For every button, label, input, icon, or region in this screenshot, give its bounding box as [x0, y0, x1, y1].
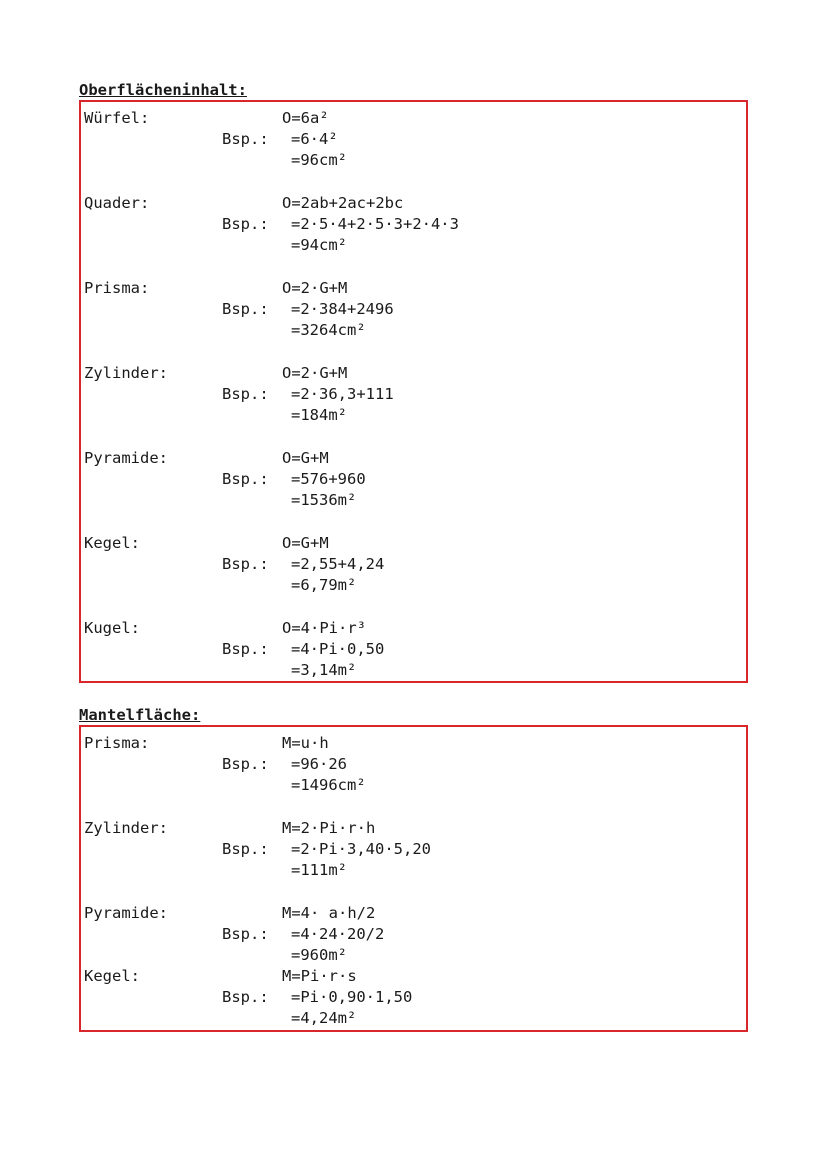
example-calculation: =576+960 [291, 470, 366, 488]
shape-name: Quader: [84, 194, 150, 212]
example-label: Bsp.: [222, 215, 269, 233]
example-calculation: =4·24·20/2 [291, 925, 385, 943]
formula: M=Pi·r·s [282, 967, 357, 985]
section-title-oberflaecheninhalt: Oberflächeninhalt: [79, 81, 247, 99]
shape-name: Pyramide: [84, 904, 168, 922]
shape-name: Zylinder: [84, 364, 168, 382]
example-result: =4,24m² [291, 1009, 357, 1027]
example-label: Bsp.: [222, 555, 269, 573]
example-label: Bsp.: [222, 130, 269, 148]
example-result: =960m² [291, 946, 347, 964]
formula: O=2·G+M [282, 279, 348, 297]
example-result: =3264cm² [291, 321, 366, 339]
example-result: =1536m² [291, 491, 357, 509]
example-calculation: =Pi·0,90·1,50 [291, 988, 413, 1006]
shape-name: Kegel: [84, 534, 140, 552]
shape-name: Pyramide: [84, 449, 168, 467]
example-result: =96cm² [291, 151, 347, 169]
example-calculation: =2,55+4,24 [291, 555, 385, 573]
example-calculation: =6·4² [291, 130, 338, 148]
example-result: =6,79m² [291, 576, 357, 594]
example-label: Bsp.: [222, 988, 269, 1006]
formula: M=4· a·h/2 [282, 904, 376, 922]
formula: O=2ab+2ac+2bc [282, 194, 404, 212]
formula: M=2·Pi·r·h [282, 819, 376, 837]
shape-name: Prisma: [84, 734, 150, 752]
example-result: =111m² [291, 861, 347, 879]
example-calculation: =2·384+2496 [291, 300, 394, 318]
formula: O=G+M [282, 534, 329, 552]
shape-name: Prisma: [84, 279, 150, 297]
example-label: Bsp.: [222, 925, 269, 943]
example-label: Bsp.: [222, 640, 269, 658]
example-result: =94cm² [291, 236, 347, 254]
mantelflaeche-box [79, 725, 748, 1032]
formula: O=G+M [282, 449, 329, 467]
example-label: Bsp.: [222, 840, 269, 858]
formula: O=6a² [282, 109, 329, 127]
oberflaecheninhalt-box [79, 100, 748, 683]
example-calculation: =96·26 [291, 755, 347, 773]
example-calculation: =4·Pi·0,50 [291, 640, 385, 658]
shape-name: Kegel: [84, 967, 140, 985]
shape-name: Kugel: [84, 619, 140, 637]
example-label: Bsp.: [222, 470, 269, 488]
example-result: =184m² [291, 406, 347, 424]
shape-name: Würfel: [84, 109, 150, 127]
example-calculation: =2·36,3+111 [291, 385, 394, 403]
example-label: Bsp.: [222, 755, 269, 773]
formula: O=2·G+M [282, 364, 348, 382]
example-calculation: =2·5·4+2·5·3+2·4·3 [291, 215, 459, 233]
shape-name: Zylinder: [84, 819, 168, 837]
example-result: =1496cm² [291, 776, 366, 794]
example-result: =3,14m² [291, 661, 357, 679]
formula: M=u·h [282, 734, 329, 752]
section-title-mantelflaeche: Mantelfläche: [79, 706, 201, 724]
example-calculation: =2·Pi·3,40·5,20 [291, 840, 431, 858]
example-label: Bsp.: [222, 300, 269, 318]
formula: O=4·Pi·r³ [282, 619, 366, 637]
example-label: Bsp.: [222, 385, 269, 403]
